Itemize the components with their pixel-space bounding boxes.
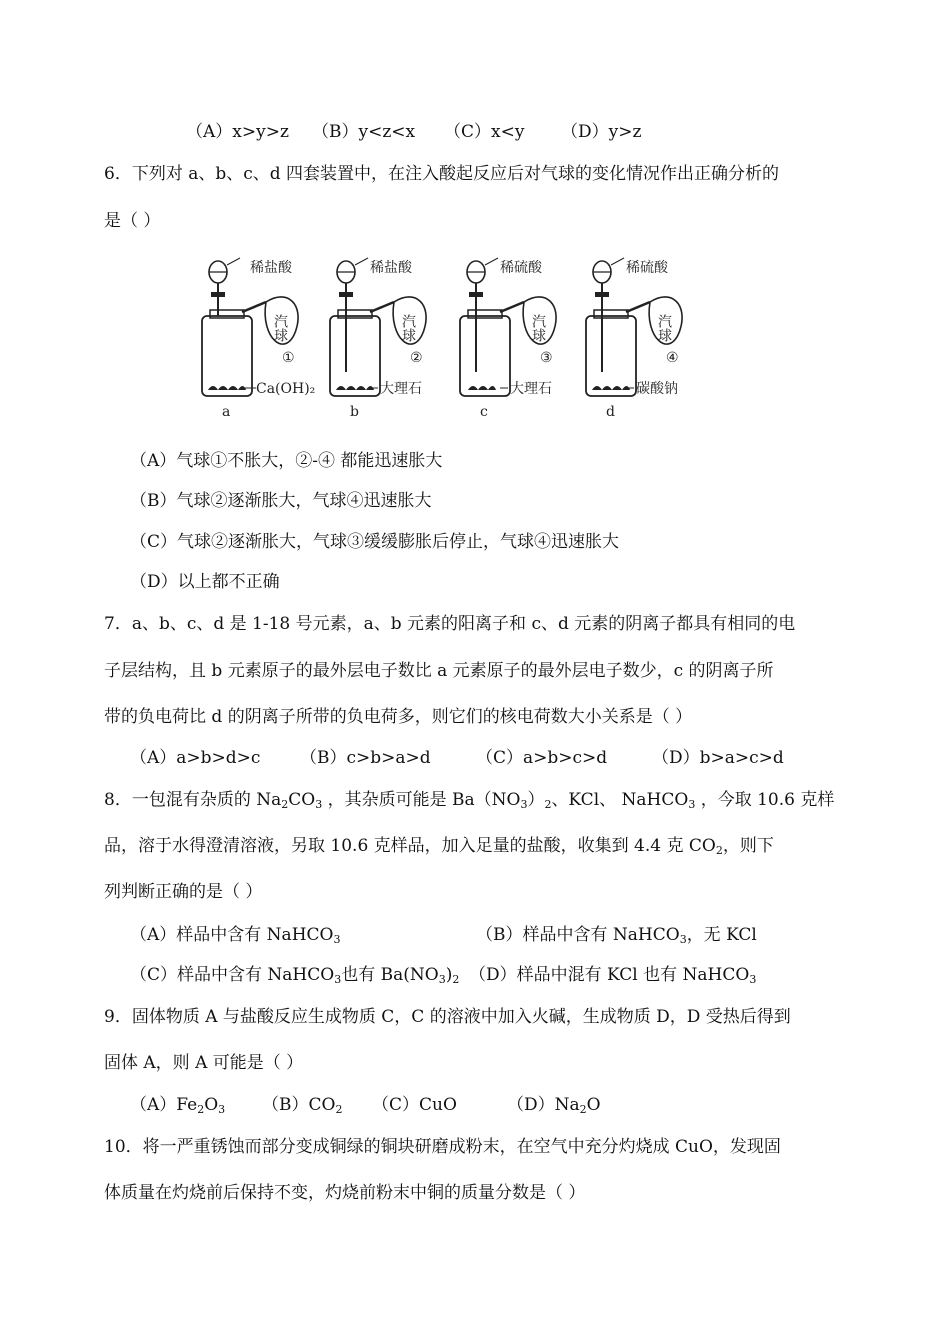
q7-stem-line3: 带的负电荷比 d 的阴离子所带的负电荷多，则它们的核电荷数大小关系是（ ） bbox=[104, 707, 693, 727]
q7-option-c: （C）a>b>c>d bbox=[476, 748, 608, 768]
balloon-number-b: ② bbox=[410, 350, 423, 366]
q5-option-a: （A）x>y>z bbox=[186, 122, 289, 142]
solid-label-d: 碳酸钠 bbox=[636, 381, 678, 397]
apparatus-c bbox=[460, 258, 556, 420]
q6-apparatus-figure bbox=[198, 250, 703, 422]
q9-stem-line1: 9．固体物质 A 与盐酸反应生成物质 C，C 的溶液中加入火碱，生成物质 D，D 受热后得到 bbox=[104, 1007, 791, 1027]
q6-stem-line2: 是（ ） bbox=[104, 211, 161, 231]
q6-option-c: （C）气球②逐渐胀大，气球③缓缓膨胀后停止，气球④迅速胀大 bbox=[130, 532, 620, 552]
q6-option-d: （D）以上都不正确 bbox=[130, 572, 280, 592]
q10-stem-line1: 10．将一严重锈蚀而部分变成铜绿的铜块研磨成粉末，在空气中充分灼烧成 CuO，发现固 bbox=[104, 1137, 781, 1157]
apparatus-letter-b: b bbox=[350, 404, 359, 420]
acid-label-b: 稀盐酸 bbox=[370, 260, 412, 276]
q10-stem-line2: 体质量在灼烧前后保持不变，灼烧前粉末中铜的质量分数是（ ） bbox=[104, 1183, 586, 1203]
q7-stem-line2: 子层结构，且 b 元素原子的最外层电子数比 a 元素原子的最外层电子数少，c 的阴离子所 bbox=[104, 661, 774, 681]
q6-stem-line1: 6．下列对 a、b、c、d 四套装置中，在注入酸起反应后对气球的变化情况作出正确分析的 bbox=[104, 164, 780, 184]
acid-label-c: 稀硫酸 bbox=[500, 260, 542, 276]
balloon-label-a: 汽球 bbox=[272, 314, 288, 342]
balloon-label-b: 汽球 bbox=[400, 314, 416, 342]
q5-option-c: （C）x<y bbox=[444, 122, 525, 142]
balloon-number-c: ③ bbox=[540, 350, 553, 366]
q8-stem-line1: 8．一包混有杂质的 $Na_2CO_3$ ，其杂质可能是 $Ba(NO_3)_2$、KCl、 NaHCO$_3$ ，今取 10.6 克样 bbox=[104, 790, 835, 811]
q7-option-a: （A）a>b>d>c bbox=[130, 748, 261, 768]
apparatus-d bbox=[586, 258, 682, 420]
q9-stem-line2: 固体 A，则 A 可能是（ ） bbox=[104, 1053, 304, 1073]
q6-option-b: （B）气球②逐渐胀大，气球④迅速胀大 bbox=[130, 491, 432, 511]
solid-label-b: 大理石 bbox=[380, 381, 422, 397]
q5-option-b: （B）y<z<x bbox=[312, 122, 416, 142]
balloon-label-c: 汽球 bbox=[530, 314, 546, 342]
apparatus-letter-a: a bbox=[222, 404, 231, 420]
acid-label-d: 稀硫酸 bbox=[626, 260, 668, 276]
acid-label-a: 稀盐酸 bbox=[250, 260, 292, 276]
solid-label-a: Ca(OH)₂ bbox=[256, 381, 316, 397]
q8-stem-line3: 列判断正确的是（ ） bbox=[104, 882, 263, 902]
balloon-number-a: ① bbox=[282, 350, 295, 366]
q8-option-b: （B）样品中含有 NaHCO$_3$，无 KCl bbox=[476, 925, 757, 946]
apparatus-a bbox=[202, 258, 315, 420]
q6-option-a: （A）气球①不胀大，②-④ 都能迅速胀大 bbox=[130, 451, 443, 471]
q8-option-d: （D）样品中混有 KCl 也有 NaHCO$_3$ bbox=[469, 965, 757, 986]
q7-option-d: （D）b>a>c>d bbox=[652, 748, 784, 768]
q8-stem-line2: 品，溶于水得澄清溶液，另取 10.6 克样品，加入足量的盐酸，收集到 4.4 克 $CO_2$，则下 bbox=[104, 836, 774, 857]
q9-option-c: （C）CuO bbox=[372, 1095, 457, 1115]
balloon-number-d: ④ bbox=[666, 350, 679, 366]
q8-option-c: （C）样品中含有 NaHCO$_3$也有 $Ba(NO_3)_2$ bbox=[130, 965, 460, 986]
q9-option-d: $(D)Na_2O$ bbox=[507, 1095, 601, 1116]
solid-label-c: 大理石 bbox=[510, 381, 552, 397]
apparatus-b bbox=[330, 258, 426, 420]
q7-stem-line1: 7．a、b、c、d 是 1-18 号元素，a、b 元素的阳离子和 c、d 元素的阴离子都具有相同的电 bbox=[104, 614, 796, 634]
apparatus-letter-d: d bbox=[606, 404, 615, 420]
q5-option-d: （D）y>z bbox=[561, 122, 642, 142]
q9-option-b: $(B)CO_2$ bbox=[262, 1095, 343, 1116]
apparatus-letter-c: c bbox=[480, 404, 488, 420]
q8-option-a: （A）样品中含有 NaHCO$_3$ bbox=[130, 925, 341, 946]
q7-option-b: （B）c>b>a>d bbox=[300, 748, 431, 768]
q9-option-a: $(A)Fe_2O_3$ bbox=[130, 1095, 226, 1116]
balloon-label-d: 汽球 bbox=[656, 314, 672, 342]
